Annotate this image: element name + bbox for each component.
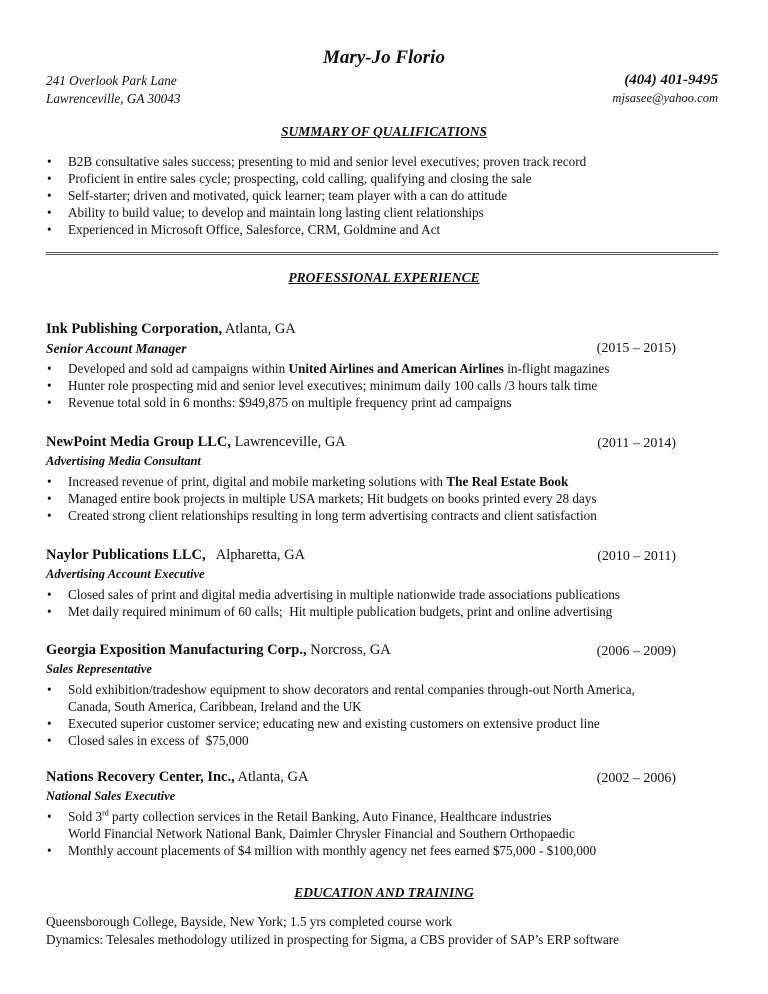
company-name: NewPoint Media Group LLC, [46,434,232,450]
company-location: Alpharetta, GA [205,547,306,563]
bullet-icon: • [47,491,52,506]
email-address: mjsasee@yahoo.com [612,91,718,105]
list-item: • Managed entire book projects in multiple USA markets; Hit budgets on books printed every 28 days [47,491,597,506]
contact-row-1 [46,72,718,90]
section-divider [46,252,718,255]
bullet-icon: • [47,716,52,731]
list-item: • Executed superior customer service; educating new and existing customers on extensive product line [47,716,600,731]
list-item: • Created strong client relationships resulting in long term advertising contracts and client satisfaction [47,508,597,523]
summary-list [46,153,726,238]
bullet-icon: • [47,733,52,748]
job-bullets [46,360,726,411]
list-item: • Self-starter; driven and motivated, quick learner; team player with a can do attitude [47,188,508,203]
company-location: Atlanta, GA [234,769,309,785]
list-item: • Closed sales of print and digital media advertising in multiple nationwide trade associations publications [47,587,620,602]
education-heading: EDUCATION AND TRAINING [294,885,474,900]
address-line-1: 241 Overlook Park Lane [46,73,177,88]
bullet-icon: • [47,222,52,237]
contact-row-2 [46,90,718,108]
job-newpoint-media [46,434,676,524]
list-item: • Met daily required minimum of 60 calls; Hit multiple publication budgets, print and online advertising [47,604,613,619]
job-georgia-exposition [46,642,676,749]
summary-heading: SUMMARY OF QUALIFICATIONS [280,124,488,139]
address-line-2: Lawrenceville, GA 30043 [46,91,181,106]
job-dates: (2011 – 2014) [597,436,676,451]
bullet-icon: • [47,361,52,376]
company-name: Ink Publishing Corporation, [46,321,223,337]
phone-number: (404) 401-9495 [624,72,718,88]
job-bullets [46,681,726,749]
bullet-icon: • [47,587,52,602]
bullet-icon: • [47,188,52,203]
bullet-icon: • [47,171,52,186]
job-dates: (2010 – 2011) [597,549,676,564]
company-location: Lawrenceville, GA [231,434,346,450]
bullet-icon: • [47,378,52,393]
job-bullets [46,808,726,859]
job-dates: (2006 – 2009) [596,644,676,659]
list-item: • Hunter role prospecting mid and senior level executives; minimum daily 100 calls /3 hours talk time [47,378,598,393]
job-bullets [46,586,726,620]
company-location: Norcross, GA [306,642,391,658]
list-item: • Increased revenue of print, digital and mobile marketing solutions with The Real Estate Book [47,474,569,489]
job-title: Advertising Media Consultant [46,454,201,468]
list-item: • Closed sales in excess of $75,000 [47,733,249,748]
job-bullets [46,473,726,524]
company-name: Nations Recovery Center, Inc., [46,769,235,785]
job-ink-publishing [46,321,676,411]
bullet-icon: • [47,843,52,858]
company-name: Naylor Publications LLC, [46,547,206,563]
job-title: National Sales Executive [46,789,176,803]
company-location: Atlanta, GA [222,321,296,337]
job-title: Advertising Account Executive [46,567,205,581]
list-item: • Developed and sold ad campaigns within United Airlines and American Airlines in-flight magazines [47,361,610,376]
job-naylor-publications [46,547,676,620]
list-item: • Sold exhibition/tradeshow equipment to show decorators and rental companies through-out North America, Canada, South America, Caribbean, Ireland and the UK [47,682,635,714]
bullet-icon: • [47,604,52,619]
company-name: Georgia Exposition Manufacturing Corp., [46,642,307,658]
list-item: • B2B consultative sales success; presenting to mid and senior level executives; proven track record [47,154,587,169]
job-title: Senior Account Manager [46,341,187,356]
job-dates: (2002 – 2006) [596,771,676,786]
education-line-1: Queensborough College, Bayside, New York; 1.5 yrs completed course work [46,914,453,929]
bullet-icon: • [47,682,52,697]
list-item: • Proficient in entire sales cycle; prospecting, cold calling, qualifying and closing the sale [47,171,532,186]
list-item: • Ability to build value; to develop and maintain long lasting client relationships [47,205,484,220]
job-nations-recovery [46,769,676,859]
list-item: • Revenue total sold in 6 months: $949,875 on multiple frequency print ad campaigns [47,395,512,410]
list-item: • Sold 3rd party collection services in the Retail Banking, Auto Finance, Healthcare industries World Financial Network National Bank, Daimler Chrysler Financial and Southern Orthopaedic [47,808,575,841]
bullet-icon: • [47,474,52,489]
bullet-icon: • [47,508,52,523]
list-item: • Experienced in Microsoft Office, Salesforce, CRM, Goldmine and Act [47,222,441,237]
job-dates: (2015 – 2015) [596,341,676,356]
job-title: Sales Representative [46,662,152,676]
bullet-icon: • [47,154,52,169]
bullet-icon: • [47,205,52,220]
education-line-2: Dynamics: Telesales methodology utilized in prospecting for Sigma, a CBS provider of SAP’s ERP software [46,932,620,947]
bullet-icon: • [47,395,52,410]
candidate-name: Mary-Jo Florio [323,47,445,68]
bullet-icon: • [47,809,52,824]
list-item: • Monthly account placements of $4 million with monthly agency net fees earned $75,000 - $100,000 [47,843,597,858]
experience-heading: PROFESSIONAL EXPERIENCE [288,270,480,285]
